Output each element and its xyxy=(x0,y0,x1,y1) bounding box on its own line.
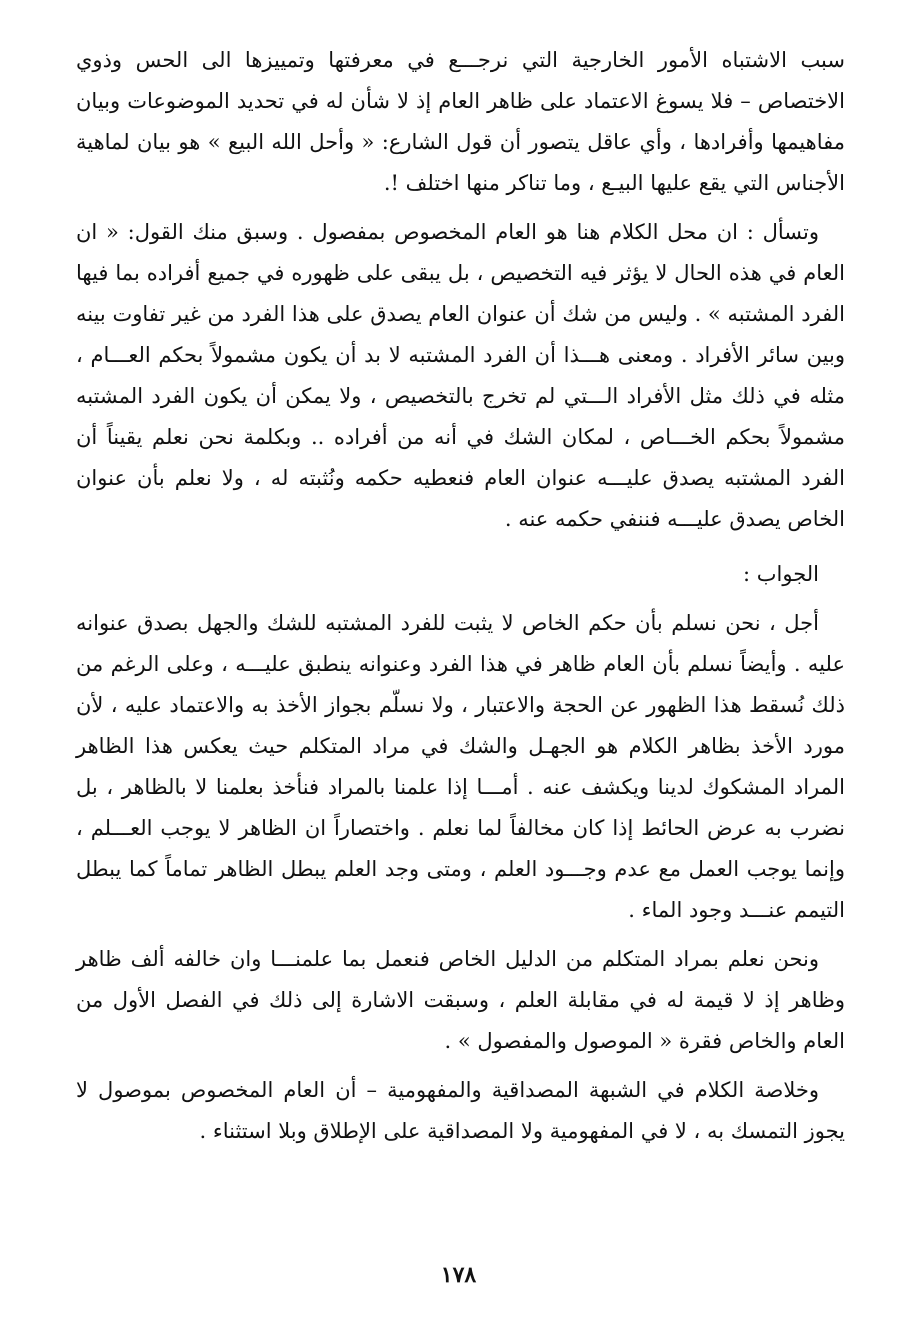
paragraph-answer: أجل ، نحن نسلم بأن حكم الخاص لا يثبت للفرد المشتبه للشك والجهل بصدق عنوانه عليه . وأيضاً نسلم بأن العام ظاهر في هذا الفرد وعنوانه ينطبق عليـــه ، وعلى الرغم من ذلك نُسقط هذا الظهور عن الحجة والاعتبار ، ولا نسلّم بجواز الأخذ به والاعتماد عليه ، لأن مورد الأخذ بظاهر الكلام هو الجهـل والشك في مراد المتكلم حيث يعكس هذا الظاهر المراد المشكوك لدينا ويكشف عنه . أمـــا إذا علمنا بالمراد فنأخذ بعلمنا لا بالظاهر ، بل نضرب به عرض الحائط إذا كان مخالفاً لما نعلم . واختصاراً ان الظاهر لا يوجب العـــلم ، وإنما يوجب العمل مع عدم وجـــود العلم ، ومتى وجد العلم يبطل الظاهر تماماً كما يبطل التيمم عنـــد وجود الماء . xyxy=(76,611,845,922)
paragraph-known-intent: ونحن نعلم بمراد المتكلم من الدليل الخاص فنعمل بما علمنـــا وان خالفه ألف ظاهر وظاهر إذ لا قيمة له في مقابلة العلم ، وسبقت الاشارة إلى ذلك في الفصل الأول من العام والخاص فقرة « الموصول والمفصول » . xyxy=(76,947,845,1053)
paragraph-question: وتسأل : ان محل الكلام هنا هو العام المخصوص بمفصول . وسبق منك القول: « ان العام في هذه الحال لا يؤثر فيه التخصيص ، بل يبقى على ظهوره في جميع أفراده بما فيها الفرد المشتبه » . وليس من شك أن عنوان العام يصدق على هذا الفرد من غير تفاوت بينه وبين سائر الأفراد . ومعنى هـــذا أن الفرد المشتبه لا بد أن يكون مشمولاً بحكم العـــام ، مثله في ذلك مثل الأفراد الـــتي لم تخرج بالتخصيص ، ولا يمكن أن يكون الفرد المشتبه مشمولاً بحكم الخـــاص ، لمكان الشك في أنه من أفراده .. وبكلمة نحن نعلم يقيناً أن الفرد المشتبه يصدق عليـــه عنوان العام فنعطيه حكمه ونُثبته له ، ولا نعلم بأن عنوان الخاص يصدق عليـــه فننفي حكمه عنه . xyxy=(76,220,845,531)
paragraph-summary: وخلاصة الكلام في الشبهة المصداقية والمفهومية – أن العام المخصوص بموصول لا يجوز التمسك به ، لا في المفهومية ولا المصداقية على الإطلاق وبلا استثناء . xyxy=(76,1078,845,1143)
page-number: ١٧٨ xyxy=(440,1262,477,1288)
paragraph-intro-continuation: سبب الاشتباه الأمور الخارجية التي نرجـــع في معرفتها وتمييزها الى الحس وذوي الاختصاص – فلا يسوغ الاعتماد على ظاهر العام إذ لا شأن له في تحديد الموضوعات وبيان مفاهيمها وأفرادها ، وأي عاقل يتصور أن قول الشارع: « وأحل الله البيع » هو بيان لماهية الأجناس التي يقع عليها البيـع ، وما تناكر منها اختلف !. xyxy=(76,48,845,195)
answer-heading: الجواب : xyxy=(743,562,819,586)
